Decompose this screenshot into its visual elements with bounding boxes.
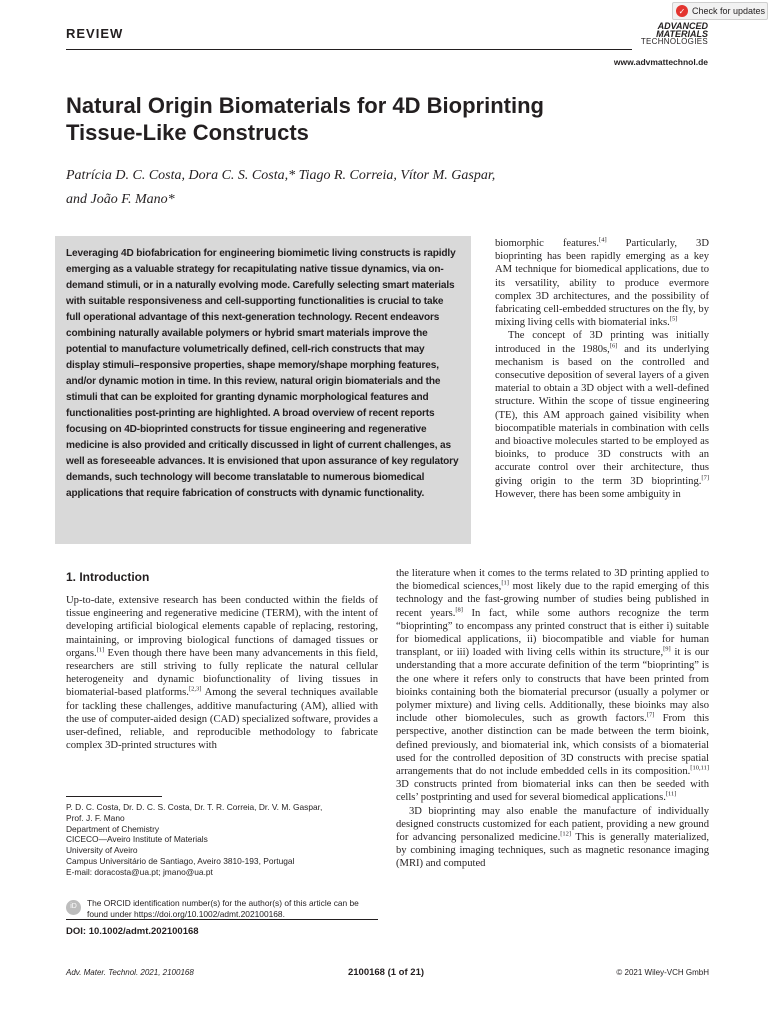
aff-line: Campus Universitário de Santiago, Aveiro 3810-193, Portugal [66, 855, 295, 866]
paragraph: Up-to-date, extensive research has been conducted within the fields of tissue engineering and regenerative medicine (TERM), with the intent of developing artificial biological elements capable of replacing, restoring, maintaining, or improving biological functions of damaged tissues or organs.[1] Even though there have been many advancements in this field, researchers are still striving to fully replicate the natural cellular heterogeneity and dynamic biofunctionality of living tissues in biomaterial-based platforms.[2,3] Among the several techniques available for tackling these challenges, additive manufacturing (AM), allied with the use of computer-aided design (CAD) specialized software, provides a user-defined, reliable, and reproducible methodology to fabricate complex 3D-printed structures with [66, 595, 378, 752]
article-title: Natural Origin Biomaterials for 4D Bioprinting Tissue-Like Constructs [66, 93, 544, 145]
right-column-top [495, 237, 709, 501]
logo-line-3: TECHNOLOGIES [640, 37, 708, 46]
aff-line: University of Aveiro [66, 845, 138, 856]
page-number: 2100168 (1 of 21) [347, 967, 425, 978]
aff-line: P. D. C. Costa, Dr. D. C. S. Costa, Dr. T. R. Correia, Dr. V. M. Gaspar, [66, 802, 323, 812]
logo-line-1: ADVANCED [657, 21, 708, 31]
paragraph: biomorphic features.[4] Particularly, 3D bioprinting has been rapidly emerging as a key AM technique for biomedical applications, due to its versatility, ability to produce evermore complex 3D architectures, and the possibility of fabricating cell-embedded structures on the fly, by mixing living cells with biomaterial inks.[5] [495, 236, 710, 329]
aff-line: Prof. J. F. Mano [66, 812, 125, 823]
left-column [66, 594, 378, 752]
check-for-updates-badge[interactable] [672, 2, 768, 20]
orcid-text: The ORCID identification number(s) for the author(s) of this article can be found under https://doi.org/10.1002/admt.202100168. [87, 898, 359, 919]
footnote-rule [66, 796, 162, 797]
aff-line: CICECO—Aveiro Institute of Materials [66, 834, 208, 845]
paragraph: 3D bioprinting may also enable the manufacture of individually designed constructs customized for each patient, providing a new ground for advancing personalized medicine.[12] This is generally materialized, by combining imaging techniques, such as magnetic resonance imaging (MRI) and computed [396, 805, 709, 870]
logo-line-2: MATERIALS [656, 29, 708, 39]
section-heading: 1. Introduction [66, 570, 150, 584]
right-column-bottom [396, 567, 709, 871]
paragraph: The concept of 3D printing was initially introduced in the 1980s,[6] and its underlying mechanism is based on the controlled and consecutive deposition of several layers of a given material to obtain a 3D object with a well-defined structure. Within the scope of tissue engineering (TE), this AM approach gained visibility when biocompatible materials in combination with cells and bioactive molecules started to be employed as bioinks, to produce 3D constructs with an accurate control over their architecture, thus giving origin to the term 3D bioprinting.[7] However, there has been some ambiguity in [495, 330, 709, 500]
author-list: Patrícia D. C. Costa, Dora C. S. Costa,* Tiago R. Correia, Vítor M. Gaspar, and João F. Mano* [66, 168, 496, 207]
orcid-note [66, 898, 378, 920]
aff-line: E-mail: doracosta@ua.pt; jmano@ua.pt [66, 866, 213, 877]
affiliation-block [66, 802, 378, 878]
journal-logo [636, 22, 708, 46]
journal-url[interactable]: www.advmattechnol.de [613, 57, 708, 67]
update-icon: ✓ [676, 5, 688, 17]
header-rule [66, 49, 632, 50]
badge-label: Check for updates [692, 6, 766, 16]
doi-label[interactable]: DOI: 10.1002/admt.202100168 [66, 926, 199, 937]
doi-rule [66, 919, 378, 920]
section-label: REVIEW [66, 26, 124, 41]
copyright: © 2021 Wiley-VCH GmbH [616, 968, 709, 977]
paragraph: the literature when it comes to the terms related to 3D printing applied to the biomedical sciences,[1] most likely due to the rapid emerging of this technology and the fast-growing number of studies being published in recent years.[8] In fact, while some authors recognize the term “bioprinting” to encompass any printed construct that is either i) suitable for biomedical applications, ii) biocompatible and viable for human transplant, or iii) loaded with living cells within its structure,[9] it is our understanding that a more accurate definition of the term “bioprinting” is the one where it refers only to constructs that have been printed from bioinks containing both the biomaterial precursor (usually a polymer or polymer mixture) and living cells. Additionally, these bioinks may also include other biomolecules, such as growth factors.[7] From this perspective, another distinction can be made between the term bioink, defined previously, and biomaterial ink, which consists of a biomaterial used for the controlled deposition of 3D constructs with precise spatial arrangements that do not include embedded cells in its composition.[10,11] 3D constructs printed from biomaterial inks can then be seeded with cells’ postprinting and used for several biomedical applications.[11] [396, 568, 710, 804]
footer-citation: Adv. Mater. Technol. 2021, 2100168 [66, 968, 194, 977]
aff-line: Department of Chemistry [66, 823, 160, 834]
abstract-box: Leveraging 4D biofabrication for engineering biomimetic living constructs is rapidly emerging as a valuable strategy for recapitulating native tissue dynamics, via on-demand stimuli, or in a naturally evolving mode. Carefully selecting smart materials with suitable responsiveness and cell-supporting functionalities is crucial to take full operational advantage of this next-generation technology. Recent endeavors combining naturally available polymers or hybrid smart materials improve the potential to manufacture volumetrically defined, cell-rich constructs that may display stimuli–responsive properties, shape memory/shape morphing features, and/or dynamic motion in time. In this review, natural origin biomaterials and the stimuli that can be exploited for granting dynamic morphological features and functionalities post-printing are highlighted. A broad overview of recent reports focusing on 4D-bioprinted constructs for tissue engineering and regenerative medicine is also provided and critically discussed in light of current challenges, as well as foreseeable advances. It is envisioned that upon assurance of key regulatory demands, such technology will become translatable to numerous biomedical applications that require fabrication of constructs with dynamic functionality. [55, 236, 471, 544]
orcid-icon[interactable]: iD [66, 900, 81, 915]
